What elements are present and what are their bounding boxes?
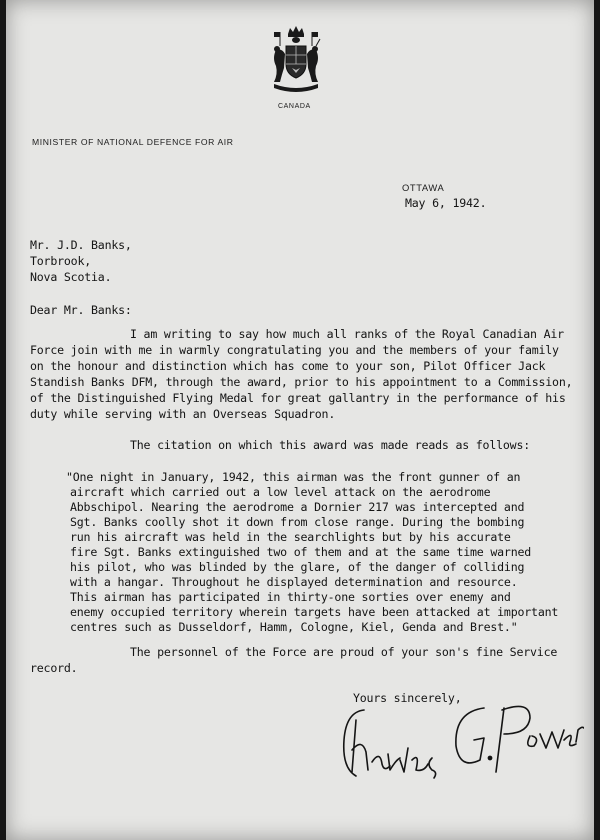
- citation-line: "One night in January, 1942, this airman was the front gunner of an: [66, 470, 521, 484]
- body-line: Standish Banks DFM, through the award, prior to his appointment to a Commission,: [30, 375, 573, 389]
- body-line: on the honour and distinction which has come to your son, Pilot Officer Jack: [30, 359, 546, 373]
- dateline-date: May 6, 1942.: [405, 196, 487, 210]
- body-line: I am writing to say how much all ranks of the Royal Canadian Air: [130, 327, 564, 341]
- citation-line: with a hangar. Throughout he displayed determination and resource.: [70, 575, 518, 589]
- salutation: Dear Mr. Banks:: [30, 303, 132, 317]
- citation-line: aircraft which carried out a low level attack on the aerodrome: [70, 485, 491, 499]
- dateline-city: OTTAWA: [402, 182, 445, 193]
- citation-line: enemy occupied territory wherein targets have been attacked at important: [70, 605, 559, 619]
- body-line: duty while serving with an Overseas Squadron.: [30, 407, 336, 421]
- body-line: The personnel of the Force are proud of your son's fine Service: [130, 645, 558, 659]
- recipient-line: Mr. J.D. Banks,: [30, 238, 132, 252]
- citation-line: fire Sgt. Banks extinguished two of them and at the same time warned: [70, 545, 532, 559]
- letterhead-country: CANADA: [278, 103, 311, 110]
- citation-line: centres such as Dusseldorf, Hamm, Cologne, Kiel, Genda and Brest.": [70, 620, 518, 634]
- letterhead-ministry: MINISTER OF NATIONAL DEFENCE FOR AIR: [32, 137, 234, 147]
- recipient-line: Torbrook,: [30, 254, 92, 268]
- closing: Yours sincerely,: [353, 691, 462, 705]
- citation-line: his pilot, who was blinded by the glare, of the danger of colliding: [70, 560, 525, 574]
- citation-line: This airman has participated in thirty-one sorties over enemy and: [70, 590, 511, 604]
- body-line: record.: [30, 661, 78, 675]
- handwritten-signature: [334, 690, 584, 800]
- citation-line: Abbschipol. Nearing the aerodrome a Dornier 217 was intercepted and: [70, 500, 525, 514]
- letter-page: [6, 0, 594, 840]
- citation-line: run his aircraft was held in the searchlights but by his accurate: [70, 530, 511, 544]
- body-line: of the Distinguished Flying Medal for great gallantry in the performance of his: [30, 391, 566, 405]
- body-line: Force join with me in warmly congratulating you and the members of your family: [30, 343, 559, 357]
- recipient-line: Nova Scotia.: [30, 270, 112, 284]
- coat-of-arms-icon: [268, 24, 324, 98]
- citation-line: Sgt. Banks coolly shot it down from close range. During the bombing: [70, 515, 525, 529]
- body-paragraph-2: The citation on which this award was made reads as follows:: [130, 438, 531, 452]
